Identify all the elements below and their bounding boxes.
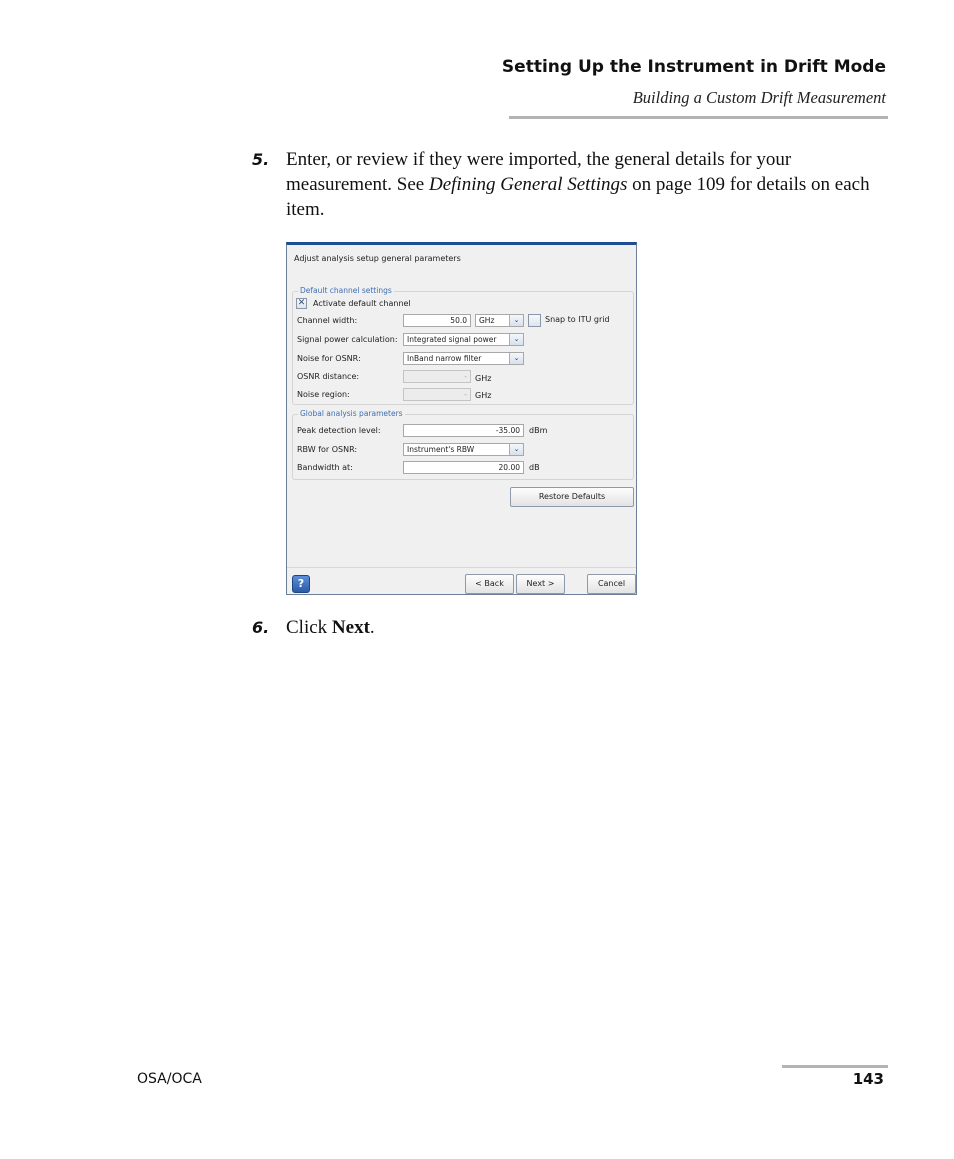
- osnr-distance-unit: GHz: [475, 374, 492, 383]
- help-icon: ?: [297, 577, 305, 590]
- activate-default-channel-label: Activate default channel: [313, 299, 411, 308]
- osnr-distance-label: OSNR distance:: [297, 372, 360, 381]
- peak-detection-input[interactable]: -35.00: [403, 424, 524, 437]
- step-6-text-end: .: [369, 617, 375, 638]
- step-6-text: [286, 615, 896, 640]
- step-6-number: 6.: [252, 618, 270, 637]
- rbw-osnr-select[interactable]: [403, 443, 524, 456]
- noise-osnr-value: InBand narrow filter: [407, 354, 482, 363]
- running-header-title: Setting Up the Instrument in Drift Mode: [501, 57, 886, 77]
- bandwidth-label: Bandwidth at:: [297, 463, 353, 472]
- step-5-number: 5.: [252, 150, 270, 169]
- running-header-subtitle: Building a Custom Drift Measurement: [632, 88, 886, 107]
- osnr-distance-input[interactable]: -: [403, 370, 471, 383]
- channel-width-unit-value: GHz: [479, 316, 495, 325]
- channel-width-unit-select[interactable]: [475, 314, 524, 327]
- step-6-text-start: Click: [286, 617, 332, 638]
- footer-product: OSA/OCA: [137, 1071, 202, 1087]
- peak-detection-label: Peak detection level:: [297, 426, 381, 435]
- step-5-text-end: on page 109 for details on each item.: [286, 174, 870, 220]
- bandwidth-input[interactable]: 20.00: [403, 461, 524, 474]
- signal-power-label: Signal power calculation:: [297, 335, 398, 344]
- chevron-down-icon: ⌄: [509, 353, 523, 364]
- snap-itu-grid-checkbox[interactable]: [528, 314, 541, 327]
- noise-osnr-select[interactable]: [403, 352, 524, 365]
- step-5-text-start: Enter, or review if they were imported, the general details for your measurement. See: [286, 149, 792, 195]
- header-rule: [509, 116, 888, 119]
- snap-itu-grid-label: Snap to ITU grid: [545, 315, 610, 324]
- chevron-down-icon: ⌄: [509, 315, 523, 326]
- dialog-title: Adjust analysis setup general parameters: [294, 254, 461, 263]
- step-6-bold: Next: [331, 617, 370, 638]
- step-5-text: [286, 147, 896, 222]
- back-button[interactable]: < Back: [465, 574, 514, 594]
- rbw-osnr-value: Instrument's RBW: [407, 445, 475, 454]
- cancel-button[interactable]: Cancel: [587, 574, 636, 594]
- footer-rule: [782, 1065, 888, 1068]
- chevron-down-icon: ⌄: [509, 444, 523, 455]
- peak-detection-unit: dBm: [529, 426, 548, 435]
- next-button[interactable]: Next >: [516, 574, 565, 594]
- checked-x-icon: ✕: [297, 298, 306, 308]
- rbw-osnr-label: RBW for OSNR:: [297, 445, 358, 454]
- chevron-down-icon: ⌄: [509, 334, 523, 345]
- dialog-footer-separator: [287, 567, 636, 568]
- global-analysis-legend: Global analysis parameters: [300, 409, 403, 418]
- noise-region-unit: GHz: [475, 391, 492, 400]
- help-button[interactable]: [292, 575, 310, 593]
- signal-power-value: Integrated signal power: [407, 335, 497, 344]
- activate-default-channel-checkbox[interactable]: [296, 298, 307, 309]
- channel-width-label: Channel width:: [297, 316, 358, 325]
- signal-power-select[interactable]: [403, 333, 524, 346]
- noise-region-input[interactable]: -: [403, 388, 471, 401]
- page-number: 143: [852, 1070, 884, 1088]
- bandwidth-unit: dB: [529, 463, 540, 472]
- noise-region-label: Noise region:: [297, 390, 350, 399]
- step-5-link[interactable]: Defining General Settings: [428, 174, 628, 195]
- analysis-setup-dialog: [286, 242, 637, 595]
- default-channel-legend: Default channel settings: [300, 286, 392, 295]
- restore-defaults-button[interactable]: Restore Defaults: [510, 487, 634, 507]
- channel-width-input[interactable]: 50.0: [403, 314, 471, 327]
- noise-osnr-label: Noise for OSNR:: [297, 354, 361, 363]
